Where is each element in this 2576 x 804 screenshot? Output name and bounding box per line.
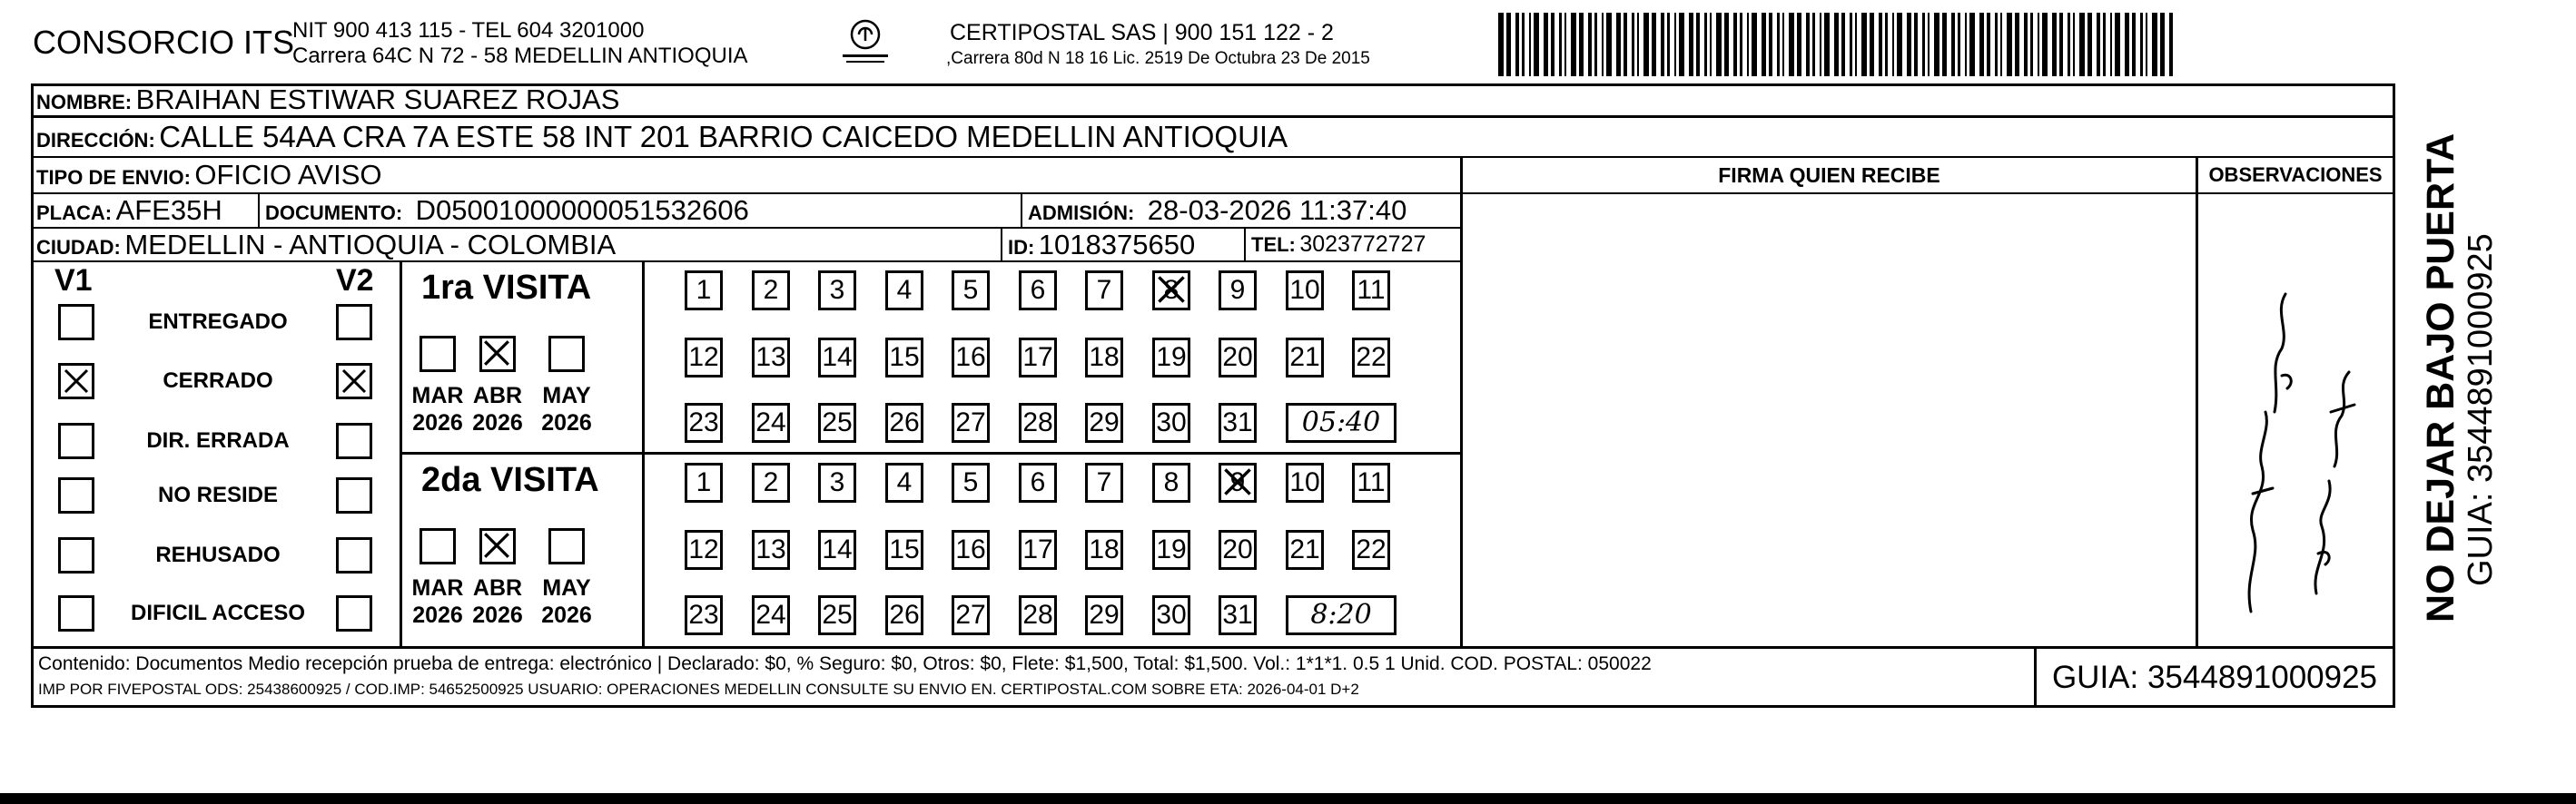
visit-day-box[interactable]: 2 bbox=[752, 270, 790, 310]
visit-year-label: 2026 bbox=[541, 603, 592, 628]
visit-month-checkbox[interactable] bbox=[548, 336, 585, 372]
visit-day-box[interactable]: 22 bbox=[1352, 530, 1390, 570]
visit-day-box[interactable]: 26 bbox=[885, 595, 923, 635]
ciudad-label: CIUDAD: bbox=[36, 236, 121, 259]
side-guia: GUIA: 3544891000925 bbox=[2462, 233, 2500, 586]
visit-day-box[interactable]: 23 bbox=[685, 595, 723, 635]
visit-day-box[interactable]: 18 bbox=[1085, 530, 1123, 570]
placa-label: PLACA: bbox=[36, 201, 113, 224]
status-v1-checkbox[interactable] bbox=[58, 304, 94, 340]
status-label: DIR. ERRADA bbox=[146, 428, 290, 453]
footer-contenido: Contenido: Documentos Medio recepción prueba de entrega: electrónico | Declarado: $0, % Seguro: $0, Otros: $0, Flete: $1,500, Total: $1,500. Vol.: 1*1*1. 0.5 1 Unid. COD. POSTAL: 050022 bbox=[38, 653, 1652, 674]
documento-value: D05001000000051532606 bbox=[415, 194, 749, 226]
placa-value: AFE35H bbox=[115, 194, 222, 226]
status-v1-checkbox[interactable] bbox=[58, 363, 94, 399]
visit-year-label: 2026 bbox=[541, 410, 592, 436]
status-v2-checkbox[interactable] bbox=[336, 537, 372, 574]
visit-day-box[interactable]: 21 bbox=[1286, 530, 1324, 570]
status-v1-checkbox[interactable] bbox=[58, 423, 94, 459]
visit-day-box[interactable]: 16 bbox=[952, 338, 990, 377]
visit-day-box[interactable]: 17 bbox=[1019, 338, 1057, 377]
visit-day-box[interactable]: 19 bbox=[1152, 530, 1190, 570]
visit-day-box[interactable]: 6 bbox=[1019, 270, 1057, 310]
status-label: NO RESIDE bbox=[157, 483, 279, 507]
visit-day-box[interactable]: 27 bbox=[952, 595, 990, 635]
visit-year-label: 2026 bbox=[472, 410, 523, 436]
recipient-address: CALLE 54AA CRA 7A ESTE 58 INT 201 BARRIO CAICEDO MEDELLIN ANTIOQUIA bbox=[159, 120, 1288, 153]
visit-month-checkbox[interactable] bbox=[479, 528, 516, 564]
visit-day-box[interactable]: 5 bbox=[952, 463, 990, 503]
visit-day-box[interactable]: 12 bbox=[685, 530, 723, 570]
barcode bbox=[1498, 13, 2174, 76]
visit-day-box[interactable]: 14 bbox=[818, 338, 856, 377]
visit-day-box[interactable]: 20 bbox=[1219, 530, 1257, 570]
visit-title: 2da VISITA bbox=[421, 461, 599, 499]
visit-day-box[interactable]: 19 bbox=[1152, 338, 1190, 377]
visit-day-box[interactable]: 11 bbox=[1352, 270, 1390, 310]
visit-day-box[interactable]: 7 bbox=[1085, 463, 1123, 503]
visit-day-box[interactable]: 5 bbox=[952, 270, 990, 310]
visit-month-checkbox[interactable] bbox=[479, 336, 516, 372]
tipo-envio-value: OFICIO AVISO bbox=[194, 159, 382, 191]
visit-day-box[interactable]: 4 bbox=[885, 270, 923, 310]
nombre-label: NOMBRE: bbox=[36, 91, 133, 113]
status-label: CERRADO bbox=[163, 368, 273, 393]
visit-day-box[interactable]: 15 bbox=[885, 338, 923, 377]
visit-day-box[interactable]: 29 bbox=[1085, 403, 1123, 443]
admision-value: 28-03-2026 11:37:40 bbox=[1147, 194, 1407, 226]
firma-header: FIRMA QUIEN RECIBE bbox=[1718, 163, 1940, 187]
footer-impresion: IMP POR FIVEPOSTAL ODS: 25438600925 / COD.IMP: 54652500925 USUARIO: OPERACIONES MEDELLIN CONSULTE SU ENVIO EN. CERTIPOSTAL.COM SOBRE ETA: 2026-04-01 D+2 bbox=[38, 681, 1359, 698]
status-v2-checkbox[interactable] bbox=[336, 595, 372, 632]
visit-day-box[interactable]: 20 bbox=[1219, 338, 1257, 377]
visit-day-box[interactable]: 4 bbox=[885, 463, 923, 503]
visit-year-label: 2026 bbox=[472, 603, 523, 628]
visit-day-box[interactable]: 28 bbox=[1019, 595, 1057, 635]
footer-guia: GUIA: 3544891000925 bbox=[2051, 660, 2378, 695]
visit-day-box[interactable]: 23 bbox=[685, 403, 723, 443]
visit-month-label: MAY bbox=[542, 383, 591, 408]
carrier-info: CERTIPOSTAL SAS | 900 151 122 - 2 bbox=[950, 20, 1334, 45]
company-address: Carrera 64C N 72 - 58 MEDELLIN ANTIOQUIA bbox=[292, 44, 748, 68]
tipo-envio-label: TIPO DE ENVIO: bbox=[36, 166, 191, 189]
visit-day-box[interactable]: 12 bbox=[685, 338, 723, 377]
status-v2-checkbox[interactable] bbox=[336, 423, 372, 459]
status-v1-checkbox[interactable] bbox=[58, 477, 94, 514]
documento-label: DOCUMENTO: bbox=[265, 201, 403, 224]
tel-value: 3023772727 bbox=[1299, 231, 1426, 257]
visit-day-box[interactable]: 8 bbox=[1152, 270, 1190, 310]
visit-day-box[interactable]: 24 bbox=[752, 595, 790, 635]
visit-year-label: 2026 bbox=[412, 603, 463, 628]
status-v1-checkbox[interactable] bbox=[58, 595, 94, 632]
visit-day-box[interactable]: 13 bbox=[752, 338, 790, 377]
visit-day-box[interactable]: 29 bbox=[1085, 595, 1123, 635]
visit-day-box[interactable]: 31 bbox=[1219, 403, 1257, 443]
visit-day-box[interactable]: 21 bbox=[1286, 338, 1324, 377]
visit-day-box[interactable]: 14 bbox=[818, 530, 856, 570]
cut-line bbox=[0, 793, 2576, 804]
visit-month-checkbox[interactable] bbox=[419, 336, 456, 372]
id-value: 1018375650 bbox=[1038, 229, 1196, 260]
status-v2-checkbox[interactable] bbox=[336, 363, 372, 399]
tel-label: TEL: bbox=[1251, 233, 1296, 256]
visit-day-box[interactable]: 3 bbox=[818, 270, 856, 310]
recipient-name: BRAIHAN ESTIWAR SUAREZ ROJAS bbox=[135, 83, 620, 115]
visit-day-box[interactable]: 13 bbox=[752, 530, 790, 570]
v2-label: V2 bbox=[336, 263, 374, 298]
visit-day-box[interactable]: 11 bbox=[1352, 463, 1390, 503]
visit-month-checkbox[interactable] bbox=[548, 528, 585, 564]
visit-day-box[interactable]: 7 bbox=[1085, 270, 1123, 310]
visit-day-box[interactable]: 10 bbox=[1286, 463, 1324, 503]
visit-day-box[interactable]: 30 bbox=[1152, 403, 1190, 443]
visit-day-box[interactable]: 17 bbox=[1019, 530, 1057, 570]
visit-day-box[interactable]: 10 bbox=[1286, 270, 1324, 310]
v1-label: V1 bbox=[54, 263, 93, 298]
visit-day-box[interactable]: 1 bbox=[685, 270, 723, 310]
visit-year-label: 2026 bbox=[412, 410, 463, 436]
visit-day-box[interactable]: 9 bbox=[1219, 270, 1257, 310]
visit-month-label: ABR bbox=[472, 383, 523, 408]
visit-title: 1ra VISITA bbox=[421, 269, 592, 307]
visit-day-box[interactable]: 2 bbox=[752, 463, 790, 503]
visit-day-box[interactable]: 28 bbox=[1019, 403, 1057, 443]
status-v2-checkbox[interactable] bbox=[336, 477, 372, 514]
visit-day-box[interactable]: 1 bbox=[685, 463, 723, 503]
ciudad-value: MEDELLIN - ANTIOQUIA - COLOMBIA bbox=[124, 229, 617, 260]
admision-label: ADMISIÓN: bbox=[1028, 201, 1135, 224]
observaciones-header: OBSERVACIONES bbox=[2208, 163, 2383, 186]
direccion-label: DIRECCIÓN: bbox=[36, 129, 155, 152]
visit-day-box[interactable]: 22 bbox=[1352, 338, 1390, 377]
visit-day-box[interactable]: 24 bbox=[752, 403, 790, 443]
observaciones-handwriting bbox=[2198, 194, 2393, 645]
visit-day-box[interactable]: 16 bbox=[952, 530, 990, 570]
visit-day-box[interactable]: 9 bbox=[1219, 463, 1257, 503]
certipostal-logo bbox=[834, 16, 897, 71]
side-warning: NO DEJAR BAJO PUERTA bbox=[2419, 132, 2462, 623]
visit-day-box[interactable]: 31 bbox=[1219, 595, 1257, 635]
visit-day-box[interactable]: 18 bbox=[1085, 338, 1123, 377]
visit-day-box[interactable]: 8 bbox=[1152, 463, 1190, 503]
visit-month-label: ABR bbox=[472, 575, 523, 601]
visit-month-label: MAY bbox=[542, 575, 591, 601]
status-label: REHUSADO bbox=[155, 543, 281, 567]
status-label: DIFICIL ACCESO bbox=[130, 601, 305, 625]
company-nit: NIT 900 413 115 - TEL 604 3201000 bbox=[292, 18, 645, 43]
visit-time-box[interactable]: 05:40 bbox=[1286, 403, 1397, 443]
visit-day-box[interactable]: 3 bbox=[818, 463, 856, 503]
visit-month-checkbox[interactable] bbox=[419, 528, 456, 564]
visit-day-box[interactable]: 6 bbox=[1019, 463, 1057, 503]
visit-month-label: MAR bbox=[411, 575, 464, 601]
visit-month-label: MAR bbox=[411, 383, 464, 408]
visit-day-box[interactable]: 30 bbox=[1152, 595, 1190, 635]
visit-time-box[interactable]: 8:20 bbox=[1286, 595, 1397, 635]
carrier-address: ,Carrera 80d N 18 16 Lic. 2519 De Octubra 23 De 2015 bbox=[946, 49, 1370, 68]
visit-day-box[interactable]: 25 bbox=[818, 595, 856, 635]
id-label: ID: bbox=[1008, 236, 1035, 259]
visit-day-box[interactable]: 26 bbox=[885, 403, 923, 443]
status-v2-checkbox[interactable] bbox=[336, 304, 372, 340]
status-label: ENTREGADO bbox=[148, 309, 288, 334]
status-v1-checkbox[interactable] bbox=[58, 537, 94, 574]
visit-day-box[interactable]: 25 bbox=[818, 403, 856, 443]
visit-day-box[interactable]: 15 bbox=[885, 530, 923, 570]
visit-day-box[interactable]: 27 bbox=[952, 403, 990, 443]
company-name: CONSORCIO ITS bbox=[33, 24, 295, 61]
